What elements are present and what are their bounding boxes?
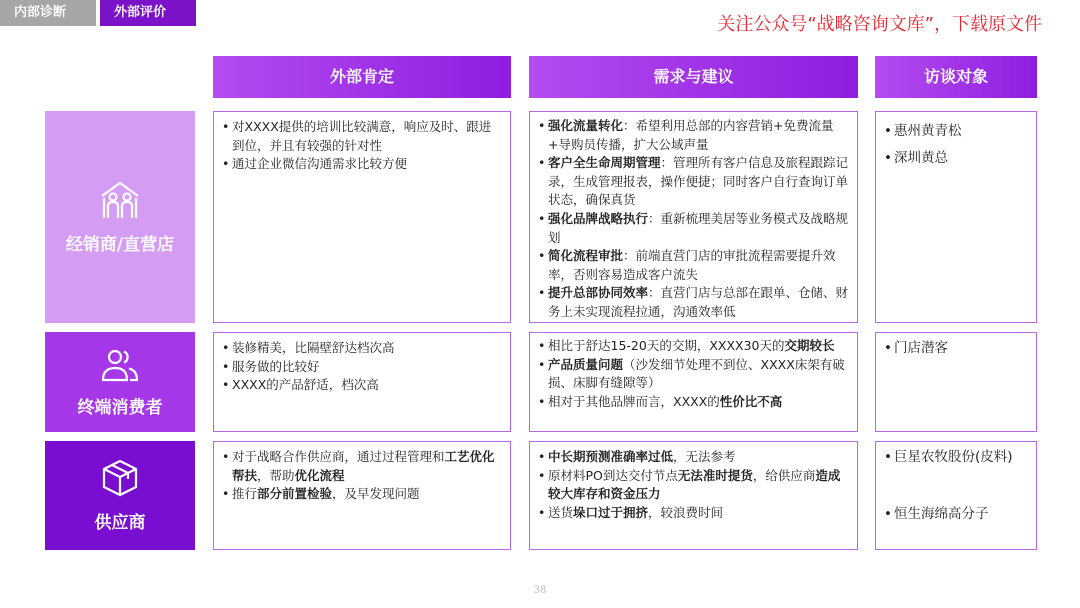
cell-suppliers-positive bbox=[213, 441, 511, 550]
list-item: • 简化流程审批：前端直营门店的审批流程需要提升效率，否则容易造成客户流失 bbox=[538, 247, 849, 284]
notice-text: 关注公众号“战略咨询文库”，下载原文件 bbox=[717, 14, 1042, 35]
list-item: • 巨星农牧股份(皮料) bbox=[884, 448, 1028, 467]
users-icon bbox=[100, 347, 140, 383]
column-header-suggestions: 需求与建议 bbox=[529, 56, 858, 98]
cell-consumers-suggestions bbox=[529, 332, 858, 432]
list-item: • 装修精美，比隔壁舒达档次高 bbox=[222, 339, 502, 358]
cell-consumers-interviewees bbox=[875, 332, 1037, 432]
column-header-positive: 外部肯定 bbox=[213, 56, 511, 98]
list-item: • 送货垛口过于拥挤，较浪费时间 bbox=[538, 504, 849, 523]
list-item: • 强化品牌战略执行：重新梳理美居等业务模式及战略规划 bbox=[538, 210, 849, 247]
list-item: • 产品质量问题（沙发细节处理不到位、XXXX床架有破损、床脚有缝隙等） bbox=[538, 356, 849, 393]
list-item: • 提升总部协同效率：直营门店与总部在跟单、仓储、财务上未实现流程拉通，沟通效率低 bbox=[538, 284, 849, 321]
cell-dealers-suggestions bbox=[529, 111, 858, 323]
list-item: • 相比于舒达15-20天的交期，XXXX30天的交期较长 bbox=[538, 337, 849, 356]
list-item: • 推行部分前置检验，及早发现问题 bbox=[222, 485, 502, 504]
list-item: • 服务做的比较好 bbox=[222, 358, 502, 377]
tab-external-evaluation[interactable]: 外部评价 bbox=[100, 0, 196, 26]
list-item: • 惠州黄青松 bbox=[884, 122, 1028, 141]
shop-icon bbox=[98, 180, 142, 220]
package-icon bbox=[100, 458, 140, 498]
cell-dealers-positive bbox=[213, 111, 511, 323]
list-item: • 门店潜客 bbox=[884, 339, 1028, 358]
row-label-text: 供应商 bbox=[94, 513, 146, 533]
tab-bar bbox=[0, 0, 196, 26]
list-item: • 通过企业微信沟通需求比较方便 bbox=[222, 155, 502, 174]
list-item: • 原材料PO到达交付节点无法准时提货，给供应商造成较大库存和资金压力 bbox=[538, 467, 849, 504]
list-item: • 恒生海绵高分子 bbox=[884, 505, 1028, 524]
cell-suppliers-suggestions bbox=[529, 441, 858, 550]
cell-dealers-interviewees bbox=[875, 111, 1037, 323]
list-item: • 对XXXX提供的培训比较满意，响应及时、跟进到位，并且有较强的针对性 bbox=[222, 118, 502, 155]
row-label-text: 终端消费者 bbox=[77, 397, 163, 418]
row-label-suppliers bbox=[45, 441, 195, 550]
cell-consumers-positive bbox=[213, 332, 511, 432]
list-item: • 强化流量转化：希望利用总部的内容营销+免费流量+导购员传播，扩大公域声量 bbox=[538, 117, 849, 154]
list-item: • 客户全生命周期管理：管理所有客户信息及旅程跟踪记录，生成管理报表，操作便捷；同时客户自行查询订单状态，确保真货 bbox=[538, 154, 849, 210]
list-item: • XXXX的产品舒适，档次高 bbox=[222, 376, 502, 395]
list-item: • 相对于其他品牌而言，XXXX的性价比不高 bbox=[538, 393, 849, 412]
row-label-text: 经销商/直营店 bbox=[65, 234, 175, 255]
tab-internal-diagnosis[interactable]: 内部诊断 bbox=[0, 0, 96, 26]
page-number: 38 bbox=[533, 585, 547, 596]
list-item: • 对于战略合作供应商，通过过程管理和工艺优化帮扶，帮助优化流程 bbox=[222, 448, 502, 485]
list-item: • 深圳黄总 bbox=[884, 149, 1028, 168]
cell-suppliers-interviewees bbox=[875, 441, 1037, 550]
list-item: • 中长期预测准确率过低，无法参考 bbox=[538, 448, 849, 467]
row-label-dealers bbox=[45, 111, 195, 323]
column-header-interviewees: 访谈对象 bbox=[875, 56, 1037, 98]
row-label-consumers bbox=[45, 332, 195, 432]
